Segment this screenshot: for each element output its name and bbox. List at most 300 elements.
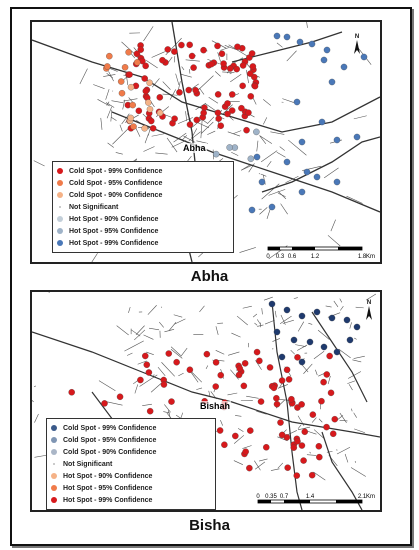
- bisha-city-label: Bishah: [200, 401, 231, 411]
- road-segment: [34, 161, 45, 166]
- hotspot-point: [215, 91, 221, 97]
- hotspot-point: [213, 359, 219, 365]
- road-segment: [259, 136, 271, 144]
- hotspot-point: [144, 362, 150, 368]
- hotspot-point: [157, 110, 163, 116]
- scale-tick-label: 0: [256, 494, 260, 500]
- abha-legend-item: [57, 177, 229, 189]
- hotspot-point: [269, 204, 275, 210]
- legend-label: Hot Spot - 95% Confidence: [69, 227, 159, 235]
- hotspot-point: [243, 449, 249, 455]
- road-segment: [337, 447, 350, 454]
- hotspot-point: [190, 65, 196, 71]
- road-segment: [291, 350, 295, 354]
- hotspot-point: [344, 317, 350, 323]
- road-segment: [116, 152, 123, 154]
- road-segment: [278, 463, 283, 468]
- road-segment: [255, 462, 265, 469]
- bisha-legend-item: [51, 434, 211, 446]
- legend-label: Not Significant: [69, 203, 119, 211]
- hotspot-point: [314, 174, 320, 180]
- hotspot-point: [166, 350, 172, 356]
- scale-tick-label: 0.6: [287, 254, 297, 260]
- hotspot-point: [150, 125, 156, 131]
- road-segment: [277, 43, 283, 47]
- hotspot-point: [330, 431, 336, 437]
- legend-swatch-icon: [57, 216, 63, 222]
- road-segment: [349, 384, 352, 390]
- abha-caption: Abha: [190, 268, 229, 285]
- hotspot-point: [299, 359, 305, 365]
- hotspot-point: [215, 110, 221, 116]
- hotspot-point: [310, 412, 316, 418]
- bisha-scale-bar: [252, 490, 376, 508]
- road-segment: [135, 384, 138, 393]
- road-segment: [152, 134, 165, 136]
- road-segment: [103, 74, 115, 76]
- road-segment: [163, 82, 171, 90]
- hotspot-point: [178, 42, 184, 48]
- hotspot-point: [314, 309, 320, 315]
- road-segment: [181, 74, 192, 77]
- road-segment: [209, 97, 218, 103]
- hotspot-point: [254, 154, 260, 160]
- hotspot-point: [176, 89, 182, 95]
- hotspot-point: [168, 399, 174, 405]
- road-segment: [340, 413, 347, 423]
- hotspot-point: [247, 428, 253, 434]
- road-segment: [326, 306, 332, 307]
- hotspot-point: [269, 301, 275, 307]
- hotspot-point: [224, 100, 230, 106]
- hotspot-point: [172, 116, 178, 122]
- hotspot-point: [218, 372, 224, 378]
- road-segment: [354, 413, 357, 418]
- hotspot-point: [249, 50, 255, 56]
- hotspot-point: [252, 83, 258, 89]
- road-segment: [34, 386, 36, 387]
- legend-swatch-icon: [51, 485, 57, 491]
- hotspot-point: [134, 51, 140, 57]
- hotspot-point: [134, 59, 140, 65]
- hotspot-point: [234, 66, 240, 72]
- hotspot-point: [332, 416, 338, 422]
- hotspot-point: [273, 395, 279, 401]
- hotspot-point: [204, 351, 210, 357]
- legend-label: Hot Spot - 90% Confidence: [69, 215, 159, 223]
- road-segment: [181, 348, 187, 356]
- hotspot-point: [130, 102, 136, 108]
- road-segment: [227, 393, 237, 395]
- road-segment: [228, 352, 239, 355]
- legend-swatch-icon: [57, 168, 63, 174]
- road-segment: [331, 220, 336, 231]
- road-segment: [161, 307, 162, 308]
- road-segment: [261, 151, 277, 162]
- road-segment: [149, 328, 159, 330]
- road-segment: [111, 110, 112, 122]
- hotspot-point: [285, 465, 291, 471]
- hotspot-point: [161, 381, 167, 387]
- road-segment: [152, 52, 165, 58]
- hotspot-point: [323, 424, 329, 430]
- bisha-caption: Bisha: [189, 517, 230, 534]
- legend-label: Cold Spot - 95% Confidence: [63, 436, 157, 444]
- hotspot-point: [157, 94, 163, 100]
- road-segment: [278, 191, 286, 199]
- hotspot-point: [106, 53, 112, 59]
- road-segment: [106, 89, 109, 99]
- hotspot-point: [274, 33, 280, 39]
- hotspot-point: [329, 315, 335, 321]
- bisha-legend: [46, 418, 216, 510]
- road-segment: [196, 388, 202, 390]
- road-segment: [254, 323, 257, 325]
- hotspot-point: [299, 401, 305, 407]
- road-segment: [101, 118, 102, 130]
- scale-tick-label: 1.8: [357, 254, 367, 260]
- road-segment: [324, 168, 338, 178]
- road-segment: [257, 141, 258, 152]
- road-segment: [174, 319, 185, 325]
- road-segment: [265, 320, 275, 324]
- hotspot-point: [218, 123, 224, 129]
- road-segment: [99, 381, 115, 391]
- legend-swatch-icon: [53, 463, 55, 465]
- hotspot-point: [321, 344, 327, 350]
- hotspot-point: [236, 372, 242, 378]
- abha-legend-item: [57, 225, 229, 237]
- legend-swatch-icon: [57, 180, 63, 186]
- road-segment: [216, 326, 218, 335]
- road-segment: [238, 428, 243, 431]
- hotspot-point: [246, 465, 252, 471]
- bisha-map-panel: [30, 290, 382, 512]
- road-segment: [87, 253, 98, 262]
- scale-tick-label: 0.35: [265, 494, 277, 500]
- road-segment: [35, 292, 50, 293]
- legend-swatch-icon: [57, 192, 63, 198]
- hotspot-point: [104, 63, 110, 69]
- hotspot-point: [294, 354, 300, 360]
- scale-unit-label: Km: [366, 494, 375, 500]
- hotspot-point: [354, 134, 360, 140]
- road-segment: [263, 99, 271, 105]
- road-segment: [352, 360, 361, 362]
- hotspot-point: [208, 61, 214, 67]
- legend-swatch-icon: [59, 206, 61, 208]
- road-segment: [259, 459, 267, 461]
- hotspot-point: [304, 169, 310, 175]
- road-segment: [312, 418, 316, 423]
- legend-label: Cold Spot - 90% Confidence: [69, 191, 163, 199]
- hotspot-point: [256, 358, 262, 364]
- abha-map-panel: [30, 20, 382, 264]
- road-segment: [171, 347, 181, 356]
- hotspot-point: [186, 87, 192, 93]
- road-segment: [315, 370, 317, 375]
- road-segment: [354, 338, 356, 339]
- hotspot-point: [240, 83, 246, 89]
- scale-tick-label: 0.3: [275, 254, 285, 260]
- hotspot-point: [258, 398, 264, 404]
- hotspot-point: [69, 389, 75, 395]
- abha-scale-ticks: [266, 254, 375, 260]
- road-segment: [306, 22, 307, 28]
- hotspot-point: [249, 207, 255, 213]
- hotspot-point: [145, 99, 151, 105]
- abha-legend-item: [57, 165, 229, 177]
- road-segment: [246, 396, 258, 398]
- hotspot-point: [274, 329, 280, 335]
- bisha-legend-item: [51, 494, 211, 506]
- hotspot-point: [297, 39, 303, 45]
- hotspot-point: [245, 110, 251, 116]
- legend-swatch-icon: [51, 473, 57, 479]
- hotspot-point: [302, 429, 308, 435]
- hotspot-point: [189, 53, 195, 59]
- hotspot-point: [146, 80, 152, 86]
- road-segment: [260, 136, 266, 144]
- road-segment: [237, 316, 248, 325]
- road-segment: [145, 134, 148, 143]
- hotspot-point: [142, 125, 148, 131]
- road-segment: [319, 419, 322, 422]
- road-segment: [314, 351, 324, 359]
- road-segment: [259, 207, 267, 214]
- hotspot-point: [274, 401, 280, 407]
- road-segment: [339, 349, 351, 358]
- abha-city-label: Abha: [183, 143, 206, 153]
- hotspot-point: [241, 383, 247, 389]
- hotspot-point: [242, 360, 248, 366]
- hotspot-point: [142, 353, 148, 359]
- bisha-legend-item: [51, 422, 211, 434]
- hotspot-point: [284, 367, 290, 373]
- road-segment: [189, 132, 201, 141]
- hotspot-point: [309, 41, 315, 47]
- hotspot-point: [253, 129, 259, 135]
- road-segment: [303, 364, 312, 374]
- hotspot-point: [159, 57, 165, 63]
- hotspot-point: [279, 432, 285, 438]
- bisha-legend-item: [51, 446, 211, 458]
- hotspot-point: [171, 49, 177, 55]
- hotspot-point: [165, 46, 171, 52]
- hotspot-point: [217, 427, 223, 433]
- road-segment: [186, 60, 200, 61]
- hotspot-point: [334, 137, 340, 143]
- scale-unit-label: Km: [366, 254, 375, 260]
- road-segment: [174, 315, 182, 317]
- road-segment: [158, 367, 165, 376]
- hotspot-point: [187, 121, 193, 127]
- road-segment: [144, 26, 154, 41]
- road-segment: [287, 51, 297, 61]
- road-segment: [259, 173, 260, 174]
- road-segment: [176, 74, 179, 85]
- road-segment: [340, 299, 342, 303]
- hotspot-point: [220, 61, 226, 67]
- scale-tick-label: 0.7: [279, 494, 289, 500]
- hotspot-point: [193, 87, 199, 93]
- hotspot-point: [291, 445, 297, 451]
- hotspot-point: [328, 390, 334, 396]
- road-segment: [220, 420, 222, 425]
- hotspot-point: [284, 34, 290, 40]
- road-segment: [127, 353, 132, 356]
- legend-swatch-icon: [51, 449, 57, 455]
- road-segment: [117, 326, 129, 335]
- road-segment: [34, 414, 38, 423]
- legend-label: Hot Spot - 99% Confidence: [69, 239, 159, 247]
- hotspot-point: [128, 84, 134, 90]
- road-segment: [164, 329, 174, 332]
- road-segment: [231, 333, 240, 337]
- hotspot-point: [234, 44, 240, 50]
- road-segment: [142, 404, 152, 406]
- main-road: [32, 40, 380, 132]
- hotspot-point: [213, 151, 219, 157]
- legend-swatch-icon: [51, 425, 57, 431]
- road-segment: [235, 415, 241, 416]
- hotspot-point: [227, 144, 233, 150]
- scale-tick-label: 1.4: [305, 494, 315, 500]
- hotspot-point: [341, 64, 347, 70]
- road-segment: [254, 461, 260, 471]
- scale-tick-label: 1.2: [310, 254, 320, 260]
- legend-swatch-icon: [51, 437, 57, 443]
- north-arrow-icon: [365, 306, 373, 320]
- road-segment: [262, 308, 263, 314]
- road-segment: [134, 330, 145, 340]
- road-segment: [216, 350, 225, 354]
- hotspot-point: [128, 115, 134, 121]
- hotspot-point: [237, 365, 243, 371]
- hotspot-point: [243, 127, 249, 133]
- road-segment: [275, 311, 276, 317]
- road-segment: [267, 208, 271, 219]
- hotspot-point: [214, 43, 220, 49]
- hotspot-point: [327, 353, 333, 359]
- hotspot-point: [309, 472, 315, 478]
- abha-north-arrow: [350, 34, 364, 56]
- hotspot-point: [247, 71, 253, 77]
- road-segment: [307, 455, 316, 456]
- hotspot-point: [321, 57, 327, 63]
- road-segment: [340, 420, 348, 421]
- road-segment: [327, 451, 333, 452]
- road-segment: [228, 132, 240, 136]
- road-segment: [189, 69, 190, 74]
- abha-north-label: N: [354, 34, 360, 40]
- road-segment: [131, 330, 140, 336]
- road-segment: [155, 153, 167, 154]
- bisha-north-label: N: [366, 300, 372, 306]
- legend-swatch-icon: [57, 228, 63, 234]
- hotspot-point: [354, 324, 360, 330]
- abha-legend-item: [57, 189, 229, 201]
- hotspot-point: [248, 93, 254, 99]
- hotspot-point: [286, 376, 292, 382]
- hotspot-point: [137, 377, 143, 383]
- hotspot-point: [248, 156, 254, 162]
- hotspot-point: [347, 337, 353, 343]
- hotspot-point: [200, 47, 206, 53]
- hotspot-point: [221, 442, 227, 448]
- road-segment: [201, 122, 213, 134]
- hotspot-point: [126, 71, 132, 77]
- hotspot-point: [101, 400, 107, 406]
- road-segment: [198, 76, 214, 91]
- hotspot-point: [320, 379, 326, 385]
- hotspot-point: [319, 119, 325, 125]
- road-segment: [80, 69, 88, 84]
- hotspot-point: [254, 349, 260, 355]
- road-segment: [161, 362, 174, 376]
- road-segment: [143, 147, 154, 152]
- hotspot-point: [316, 454, 322, 460]
- bisha-legend-item: [51, 458, 211, 470]
- road-segment: [264, 297, 273, 300]
- main-road: [262, 137, 380, 192]
- hotspot-point: [279, 354, 285, 360]
- hotspot-point: [324, 371, 330, 377]
- hotspot-point: [318, 398, 324, 404]
- legend-label: Cold Spot - 90% Confidence: [63, 448, 157, 456]
- road-segment: [120, 125, 122, 132]
- hotspot-point: [316, 443, 322, 449]
- hotspot-point: [329, 79, 335, 85]
- road-segment: [174, 56, 175, 62]
- road-segment: [351, 409, 352, 412]
- hotspot-point: [118, 78, 124, 84]
- bisha-north-arrow: [362, 300, 376, 322]
- road-segment: [164, 404, 170, 412]
- road-segment: [222, 72, 234, 73]
- road-segment: [298, 322, 304, 332]
- road-segment: [207, 131, 215, 135]
- hotspot-point: [117, 394, 123, 400]
- road-segment: [93, 85, 104, 89]
- road-segment: [240, 247, 256, 252]
- road-segment: [282, 99, 293, 103]
- hotspot-point: [299, 189, 305, 195]
- road-segment: [32, 395, 34, 402]
- hotspot-point: [294, 473, 300, 479]
- legend-label: Hot Spot - 99% Confidence: [63, 496, 153, 504]
- hotspot-point: [238, 105, 244, 111]
- hotspot-point: [284, 307, 290, 313]
- road-segment: [298, 425, 301, 429]
- hotspot-point: [294, 438, 300, 444]
- abha-legend-item: [57, 213, 229, 225]
- hotspot-point: [130, 123, 136, 129]
- road-segment: [231, 152, 238, 155]
- road-segment: [278, 384, 288, 388]
- hotspot-point: [201, 110, 207, 116]
- legend-swatch-icon: [57, 240, 63, 246]
- road-segment: [308, 323, 312, 324]
- road-segment: [151, 382, 162, 392]
- hotspot-point: [146, 369, 152, 375]
- road-segment: [354, 356, 365, 358]
- road-segment: [271, 469, 280, 471]
- road-segment: [230, 74, 241, 82]
- road-segment: [281, 204, 288, 215]
- road-segment: [201, 120, 202, 138]
- hotspot-point: [187, 42, 193, 48]
